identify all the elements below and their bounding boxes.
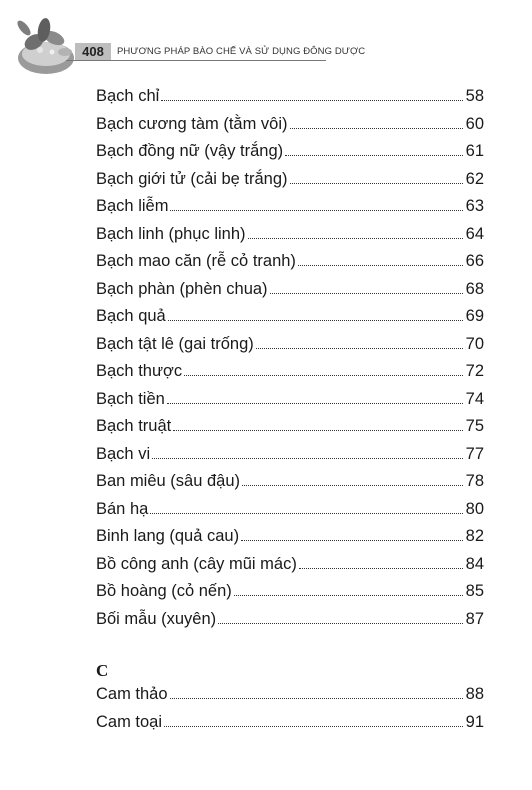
toc-entry: [96, 610, 484, 638]
toc-entry-page: 72: [465, 362, 484, 380]
dot-leader: [170, 210, 462, 211]
dot-leader: [290, 183, 463, 184]
toc-entry-name: Bối mẫu (xuyên): [96, 609, 217, 628]
dot-leader: [248, 238, 463, 239]
dot-leader: [270, 293, 463, 294]
toc-entry: [96, 142, 484, 170]
header-rule: [66, 60, 326, 61]
toc-entry: [96, 280, 484, 308]
dot-leader: [168, 320, 463, 321]
dot-leader: [161, 100, 462, 101]
toc-entry: [96, 225, 484, 253]
table-of-contents: [96, 87, 484, 740]
toc-entry-page: 88: [465, 685, 484, 703]
toc-entry-page: 75: [465, 417, 484, 435]
toc-entry-page: 74: [465, 389, 484, 408]
dot-leader: [173, 430, 462, 431]
toc-entry: [96, 115, 484, 143]
toc-entry: [96, 87, 484, 115]
toc-entry-name: Bạch liễm: [96, 197, 169, 215]
toc-entry-name: Bồ hoàng (cỏ nến): [96, 582, 232, 600]
page-header: [0, 0, 532, 90]
toc-entry-name: Bạch vi: [96, 444, 151, 463]
toc-entry-page: 91: [465, 712, 484, 731]
dot-leader: [256, 348, 463, 349]
toc-entry-page: 63: [465, 197, 484, 215]
dot-leader: [234, 595, 463, 596]
toc-entry: [96, 582, 484, 610]
toc-entry: [96, 390, 484, 418]
toc-entry-name: Bồ công anh (cây mũi mác): [96, 554, 297, 573]
section-letter-c: C: [96, 661, 109, 680]
toc-entry-page: 70: [465, 334, 484, 353]
toc-entry-page: 64: [465, 224, 484, 243]
toc-entry-name: Bạch cương tàm (tằm vôi): [96, 114, 288, 133]
page-number: 408: [75, 43, 111, 61]
dot-leader: [298, 265, 463, 266]
toc-entry-name: Binh lang (quả cau): [96, 527, 240, 545]
toc-entry: [96, 472, 484, 500]
toc-entry-name: Bạch thược: [96, 362, 183, 380]
toc-entry-page: 77: [465, 444, 484, 463]
dot-leader: [285, 155, 462, 156]
toc-entry: [96, 335, 484, 363]
dot-leader: [170, 698, 463, 699]
dot-leader: [167, 403, 463, 404]
dot-leader: [299, 568, 463, 569]
toc-entry-page: 61: [465, 142, 484, 160]
toc-entry-name: Bán hạ: [96, 499, 149, 518]
dot-leader: [150, 513, 462, 514]
toc-entry-page: 69: [465, 307, 484, 325]
toc-entry-page: 78: [465, 472, 484, 490]
toc-entry: [96, 527, 484, 555]
toc-entry: [96, 713, 484, 741]
toc-entry: [96, 197, 484, 225]
toc-entry-name: Bạch tiền: [96, 389, 165, 408]
dot-leader: [241, 540, 463, 541]
toc-entry-name: Bạch tật lê (gai trống): [96, 334, 254, 353]
toc-entry-name: Bạch quả: [96, 307, 166, 325]
dot-leader: [242, 485, 463, 486]
toc-entry: [96, 445, 484, 473]
toc-entry-name: Bạch truật: [96, 417, 172, 435]
dot-leader: [152, 458, 463, 459]
toc-entry-page: 85: [465, 582, 484, 600]
toc-entry: [96, 307, 484, 335]
toc-entry-name: Bạch linh (phục linh): [96, 224, 246, 243]
toc-entry-page: 66: [465, 252, 484, 270]
toc-entry-name: Cam toại: [96, 712, 163, 731]
toc-entry-name: Bạch phàn (phèn chua): [96, 279, 268, 298]
toc-entry-page: 82: [465, 527, 484, 545]
toc-group-b: [96, 87, 484, 637]
dot-leader: [164, 726, 463, 727]
toc-entry: [96, 685, 484, 713]
toc-entry-page: 87: [465, 609, 484, 628]
toc-entry-name: Bạch mao căn (rễ cỏ tranh): [96, 252, 296, 270]
toc-entry-page: 80: [465, 499, 484, 518]
toc-entry: [96, 252, 484, 280]
toc-entry: [96, 417, 484, 445]
dot-leader: [184, 375, 463, 376]
running-title: PHƯƠNG PHÁP BÀO CHẾ VÀ SỬ DỤNG ĐÔNG DƯỢC: [117, 46, 366, 57]
toc-entry-name: Bạch chỉ: [96, 87, 160, 105]
toc-entry-page: 84: [465, 554, 484, 573]
toc-entry: [96, 555, 484, 583]
toc-entry-page: 58: [465, 87, 484, 105]
toc-entry-page: 68: [465, 279, 484, 298]
toc-entry-page: 62: [465, 169, 484, 188]
toc-entry: [96, 362, 484, 390]
toc-group-c: [96, 685, 484, 740]
toc-entry-page: 60: [465, 114, 484, 133]
toc-entry: [96, 170, 484, 198]
dot-leader: [290, 128, 463, 129]
toc-entry-name: Cam thảo: [96, 685, 168, 703]
toc-entry: [96, 500, 484, 528]
herbs-logo-icon: [10, 8, 80, 80]
dot-leader: [218, 623, 463, 624]
toc-entry-name: Bạch đồng nữ (vậy trắng): [96, 142, 284, 160]
toc-entry-name: Bạch giới tử (cải bẹ trắng): [96, 169, 288, 188]
toc-entry-name: Ban miêu (sâu đậu): [96, 472, 240, 490]
